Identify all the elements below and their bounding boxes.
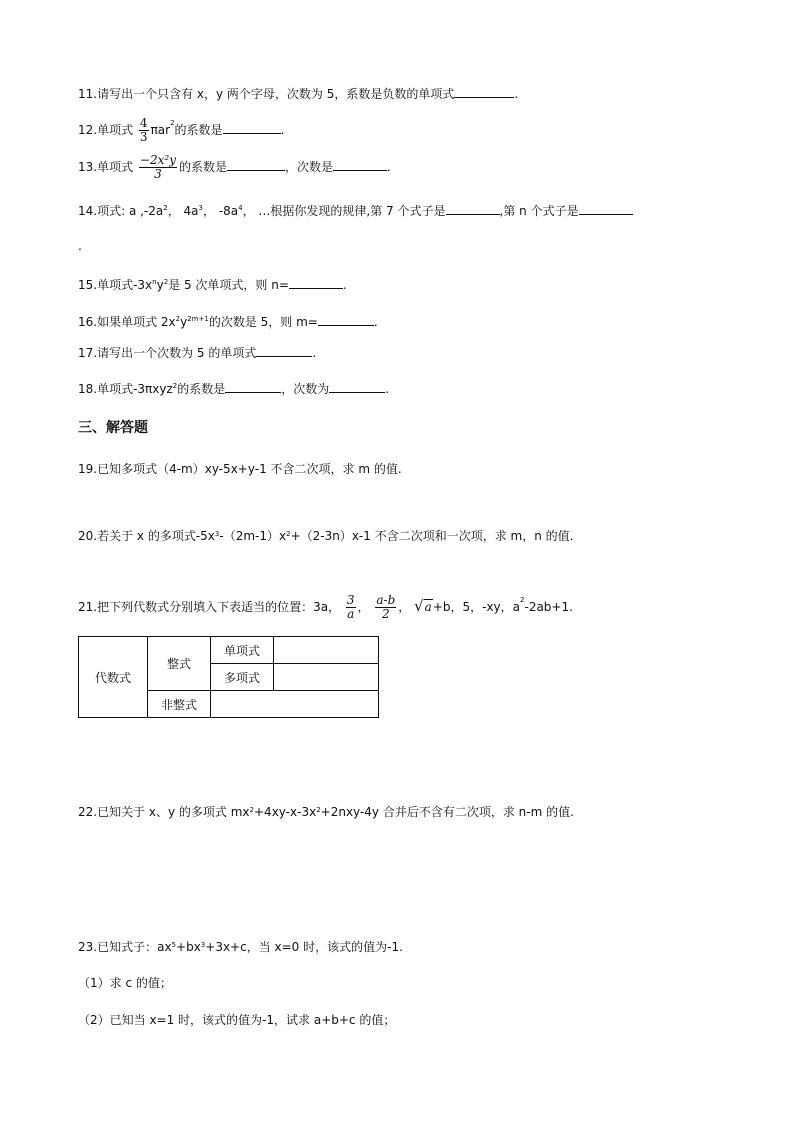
answer-blank[interactable] <box>454 85 514 98</box>
answer-cell-polynomial[interactable] <box>274 664 379 691</box>
question-18: 18.单项式-3πxyz$^2$的系数是 ，次数为 . <box>78 382 390 396</box>
answer-blank[interactable] <box>223 121 281 134</box>
answer-blank[interactable] <box>333 158 387 171</box>
fraction: $\frac{4}{3}$ <box>139 116 148 144</box>
question-21: 21.把下列代数式分别填入下表适当的位置：3a， $\frac{3}{a}$ ， $\frac{a-b}{2}$ ， √a+b，5，-xy，$a^2-2ab+1$. <box>78 593 573 621</box>
question-11: 11.请写出一个只含有 x，y 两个字母，次数为 5，系数是负数的单项式 . <box>78 87 519 101</box>
question-14: 14.项式: a $,-2a^2$， $4a^3$， $-8a^4$， …根据你发现的规律,第 7 个式子是 ,第 n 个式子是 <box>78 202 633 219</box>
section-title: 三、解答题 <box>78 420 148 436</box>
sqrt-expression: √a <box>414 597 432 615</box>
answer-blank[interactable] <box>227 158 285 171</box>
question-16: 16.如果单项式 $2x^2y^{2m+1}$的次数是 5，则 m= . <box>78 315 378 329</box>
question-23: 23.已知式子：$ax^5+bx^3+3x+c$，当 x=0 时，该式的值为-1. <box>78 940 403 954</box>
fraction: $\frac{a-b}{2}$ <box>376 593 396 621</box>
question-12: 12.单项式 $\frac{4}{3}$ πar$^2$的系数是 . <box>78 116 285 144</box>
question-17: 17.请写出一个次数为 5 的单项式 . <box>78 346 317 360</box>
cell-non-integral: 非整式 <box>148 691 211 718</box>
question-19: 19.已知多项式（4-m）xy-5x+y-1 不含二次项，求 m 的值. <box>78 462 402 476</box>
question-20: 20.若关于 x 的多项式$-5x^3-(2m-1)x^2+(2-3n)x-1$ 不含二次项和一次项，求 m，n 的值. <box>78 529 574 543</box>
question-text: 11.请写出一个只含有 x，y 两个字母，次数为 5，系数是负数的单项式 <box>78 87 455 101</box>
question-23-part-2: （2）已知当 x=1 时，该式的值为-1，试求 a+b+c 的值； <box>78 1013 396 1027</box>
cell-integral: 整式 <box>148 637 211 691</box>
answer-blank[interactable] <box>225 380 281 393</box>
answer-blank[interactable] <box>256 344 312 357</box>
question-15: 15.单项式$-3x^ny^2$是 5 次单项式，则 n= . <box>78 278 347 292</box>
answer-blank[interactable] <box>289 276 343 289</box>
cell-polynomial: 多项式 <box>211 664 274 691</box>
cell-algebraic: 代数式 <box>79 637 148 718</box>
answer-cell-non-integral[interactable] <box>211 691 379 718</box>
fraction: $\frac{\text{−2x²y}}{3}$ <box>139 153 176 181</box>
answer-blank[interactable] <box>446 202 500 215</box>
answer-blank[interactable] <box>318 313 374 326</box>
question-23-part-1: （1）求 c 的值； <box>78 976 172 990</box>
classification-table <box>78 636 379 718</box>
answer-blank[interactable] <box>579 202 633 215</box>
question-13: 13.单项式 $\frac{\text{−2x²y}}{3}$ 的系数是 ，次数是 . <box>78 153 391 181</box>
question-14-end: . <box>78 239 82 253</box>
question-22: 22.已知关于 x、y 的多项式 $mx^2+4xy-x-3x^2+2nxy-4y$ 合并后不含有二次项，求 n-m 的值. <box>78 805 574 819</box>
fraction: $\frac{3}{a}$ <box>346 593 355 621</box>
answer-blank[interactable] <box>329 380 385 393</box>
answer-cell-monomial[interactable] <box>274 637 379 664</box>
cell-monomial: 单项式 <box>211 637 274 664</box>
